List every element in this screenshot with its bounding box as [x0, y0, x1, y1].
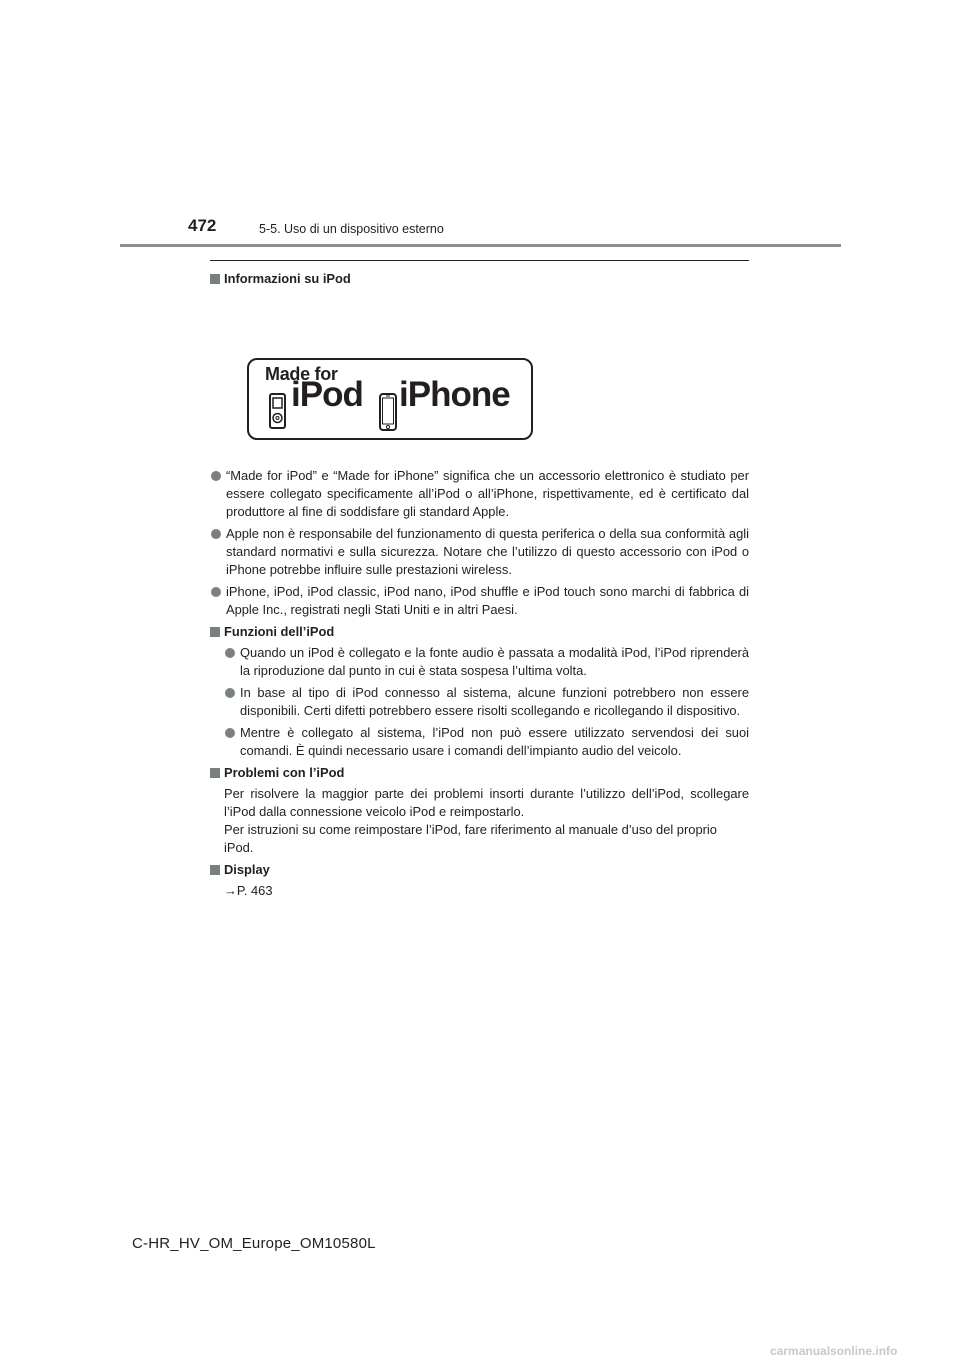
square-bullet-icon — [210, 865, 220, 875]
functions-list — [210, 644, 749, 760]
bullet-item — [210, 525, 749, 579]
watermark: carmanualsonline.info — [770, 1344, 898, 1358]
bullet-item — [210, 583, 749, 619]
logo-ipod-text: iPod — [291, 375, 363, 414]
bullet-text: In base al tipo di iPod connesso al sistema, alcune funzioni potrebbero non essere disponibili. Certi difetti potrebbero essere risolti scollegando e ricollegando il dispositivo. — [240, 685, 749, 718]
bullet-text: Mentre è collegato al sistema, l’iPod non può essere utilizzato servendosi dei suoi comandi. È quindi necessario usare i comandi dell’impianto audio del veicolo. — [240, 725, 749, 758]
logo-area — [210, 288, 749, 454]
problems-paragraph: Per risolvere la maggior parte dei problemi insorti durante l’utilizzo dell’iPod, scollegare l’iPod dalla connessione veicolo iPod e reimpostarlo. — [224, 786, 749, 819]
logo-iphone-text: iPhone — [399, 375, 510, 414]
display-page-reference[interactable]: →P. 463 — [224, 883, 273, 898]
square-bullet-icon — [210, 768, 220, 778]
heading-text: Funzioni dell’iPod — [224, 624, 335, 639]
bullet-item — [224, 684, 749, 720]
page-number: 472 — [188, 216, 217, 235]
heading-ipod-info — [210, 270, 749, 288]
heading-text: Informazioni su iPod — [224, 271, 351, 286]
bullet-text: iPhone, iPod, iPod classic, iPod nano, iPod shuffle e iPod touch sono marchi di fabbrica di Apple Inc., registrati negli Stati Uniti e in altri Paesi. — [226, 584, 749, 617]
round-bullet-icon — [211, 587, 221, 597]
problems-paragraph: Per istruzioni su come reimpostare l’iPod, fare riferimento al manuale d’uso del proprio iPod. — [224, 822, 717, 855]
round-bullet-icon — [225, 688, 235, 698]
heading-text: Display — [224, 862, 270, 877]
logo-made-for-text: Made for — [265, 364, 338, 384]
ipod-device-icon — [269, 393, 286, 429]
bullet-text: “Made for iPod” e “Made for iPhone” significa che un accessorio elettronico è studiato per essere collegato specificamente all’iPod o all’iPhone, rispettivamente, ed è certificato dal produttore al fine di soddisfare gli standard Apple. — [226, 468, 749, 519]
bullet-text: Apple non è responsabile del funzionamento di questa periferica o della sua conformità agli standard normativi e sulla sicurezza. Notare che l’utilizzo di questo accessorio con iPod o iPhone potrebbe influire sulle prestazioni wireless. — [226, 526, 749, 577]
page-content — [210, 268, 749, 900]
iphone-device-icon — [379, 393, 397, 431]
heading-ipod-functions — [210, 623, 749, 641]
square-bullet-icon — [210, 627, 220, 637]
heading-ipod-problems — [210, 764, 749, 782]
bullet-text: Quando un iPod è collegato e la fonte audio è passata a modalità iPod, l’iPod riprenderà la riproduzione dal punto in cui è stata sospesa l’ultima volta. — [240, 645, 749, 678]
heading-display — [210, 861, 749, 879]
round-bullet-icon — [211, 471, 221, 481]
section-title: 5-5. Uso di un dispositivo esterno — [259, 222, 444, 236]
heading-text: Problemi con l’iPod — [224, 765, 345, 780]
round-bullet-icon — [211, 529, 221, 539]
made-for-ipod-iphone-logo — [247, 358, 533, 440]
bullet-item — [224, 644, 749, 680]
bullet-item — [210, 467, 749, 521]
bullet-item — [224, 724, 749, 760]
header-rule — [120, 244, 841, 247]
document-code: C-HR_HV_OM_Europe_OM10580L — [132, 1235, 376, 1252]
round-bullet-icon — [225, 648, 235, 658]
square-bullet-icon — [210, 274, 220, 284]
content-rule — [210, 260, 749, 261]
round-bullet-icon — [225, 728, 235, 738]
